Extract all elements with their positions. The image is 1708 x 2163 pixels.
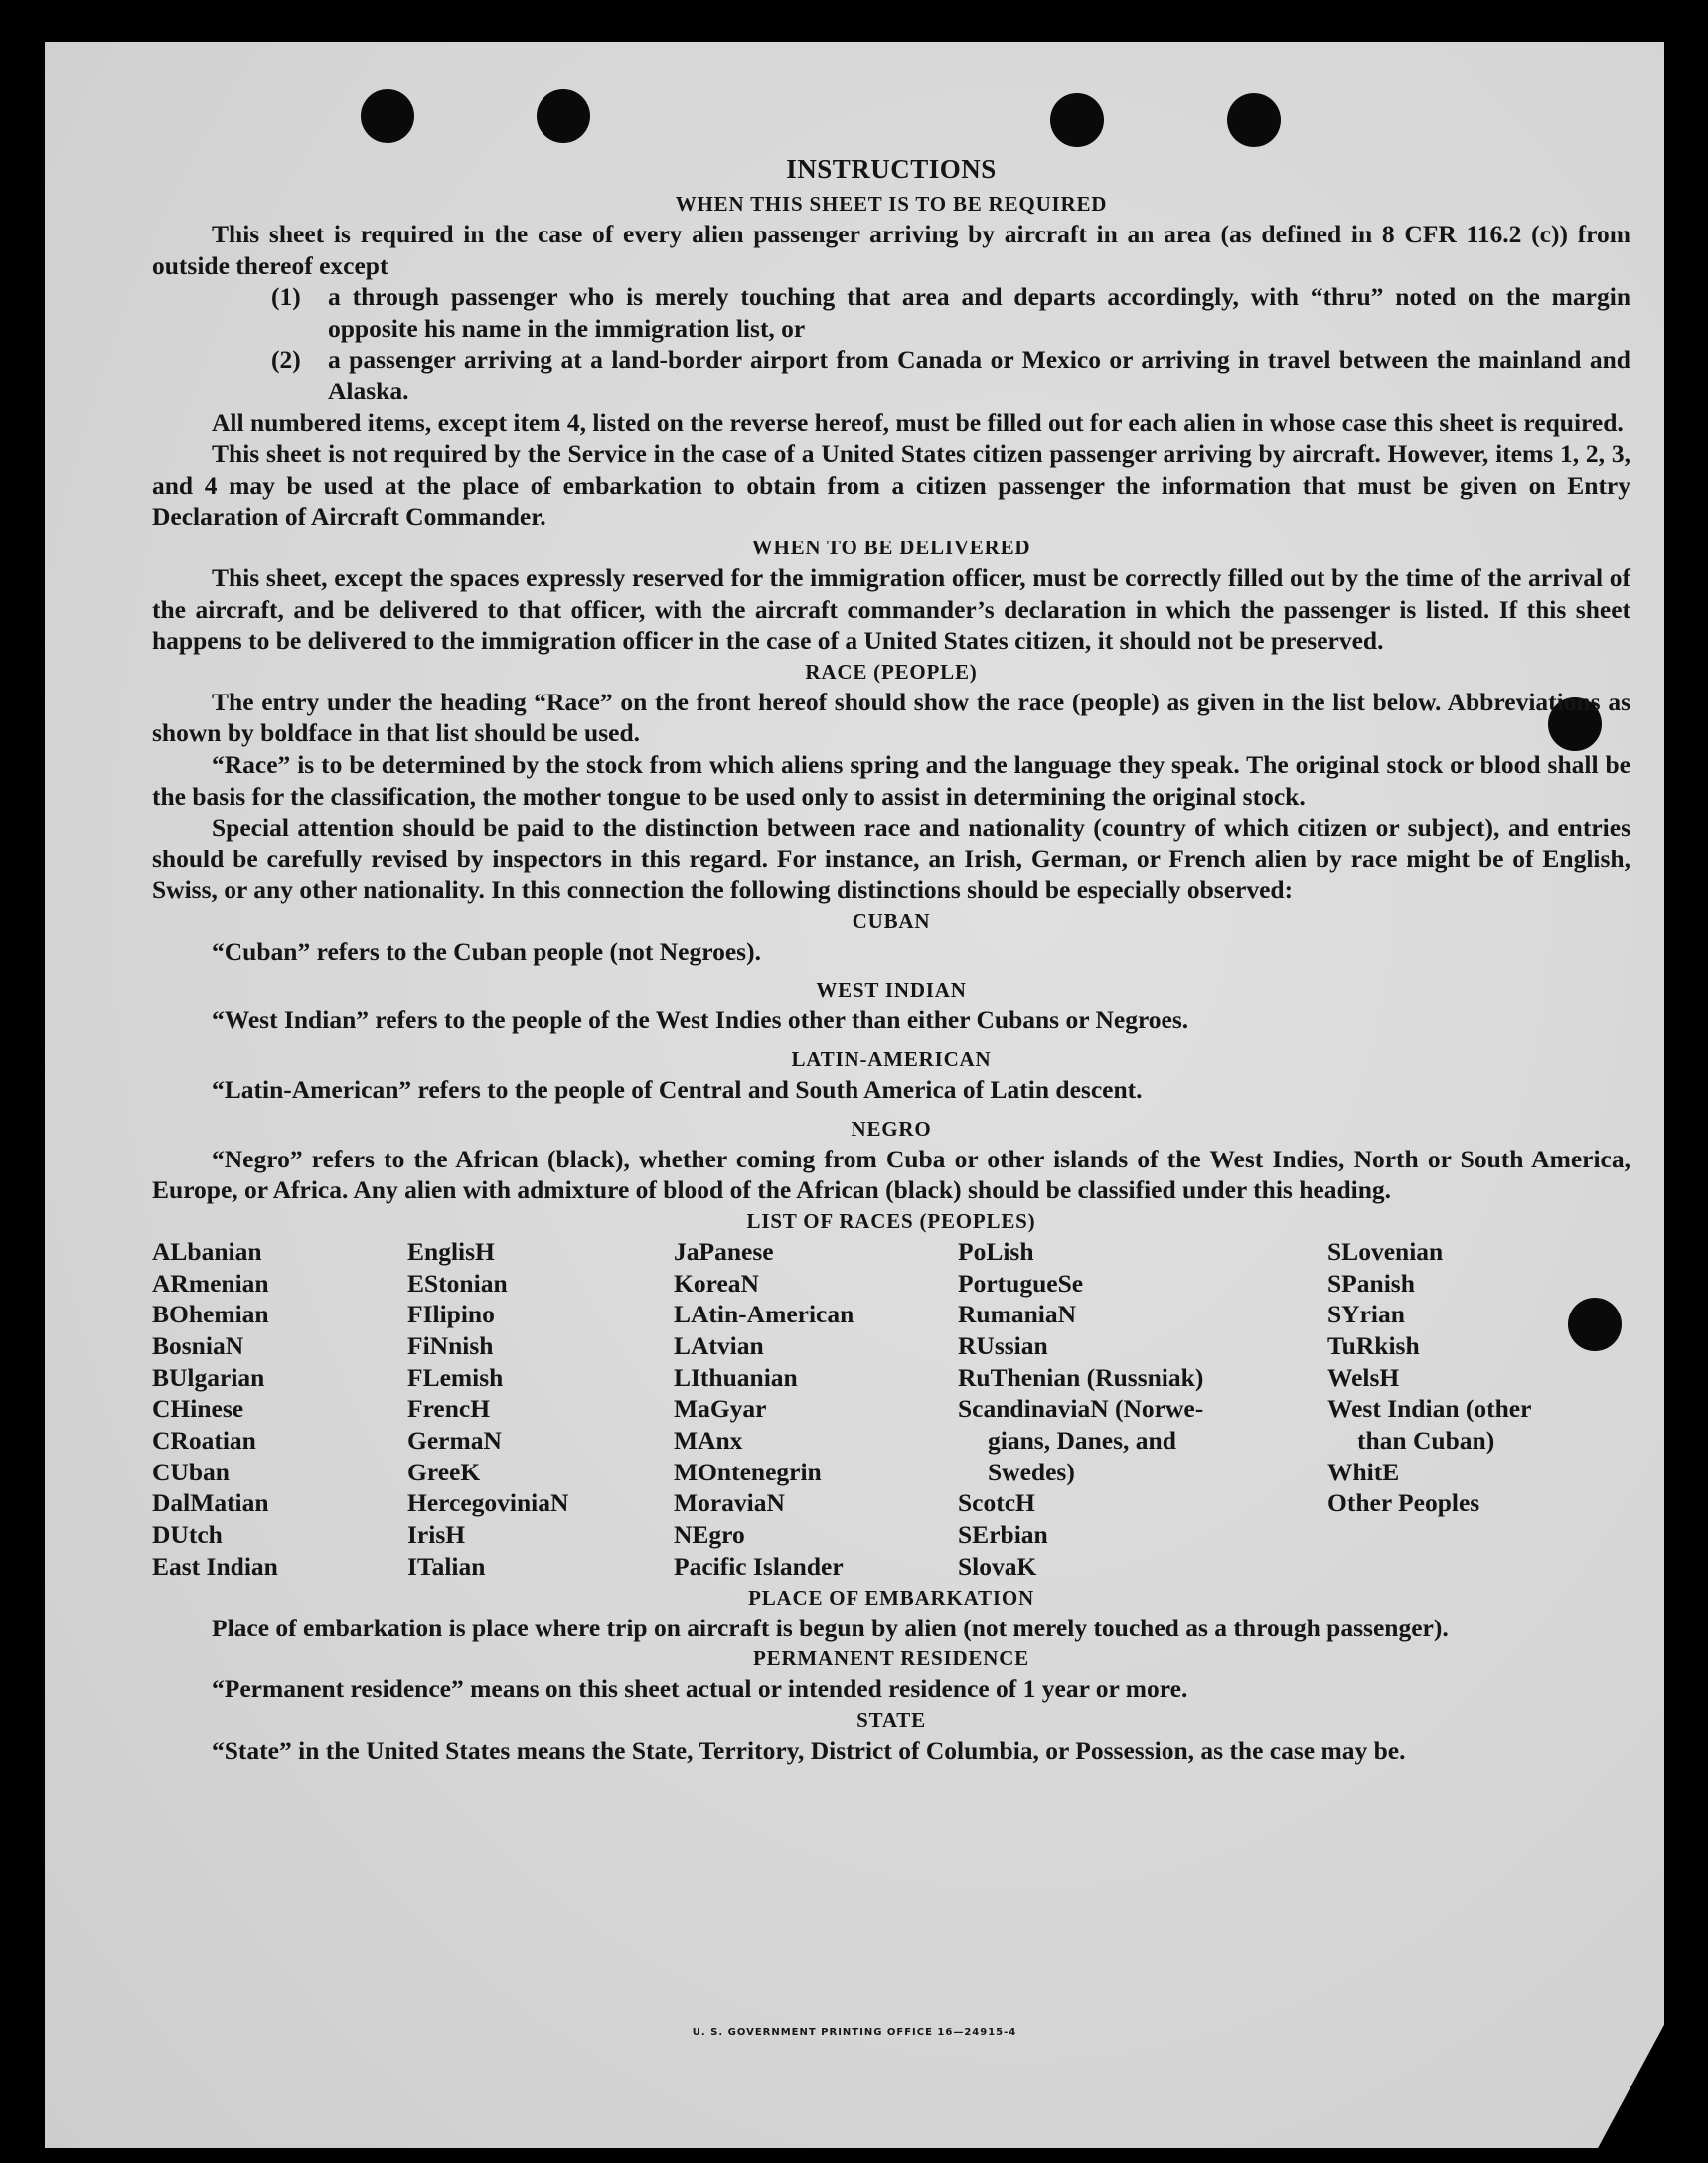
race-entry: LAtvian bbox=[674, 1330, 764, 1360]
race-entry: Pacific Islander bbox=[674, 1551, 844, 1581]
section-heading: NEGRO bbox=[851, 1116, 932, 1141]
list-item bbox=[152, 344, 1630, 406]
punch-hole bbox=[1227, 93, 1281, 147]
race-entry: SLovenian bbox=[1327, 1236, 1444, 1266]
exception-list bbox=[152, 281, 1630, 406]
race-entry: SPanish bbox=[1327, 1268, 1415, 1298]
race-entry: EStonian bbox=[407, 1268, 508, 1298]
page-title: INSTRUCTIONS bbox=[786, 154, 997, 184]
punch-hole bbox=[1050, 93, 1104, 147]
race-entry: GreeK bbox=[407, 1457, 481, 1486]
race-entry: than Cuban) bbox=[1357, 1426, 1495, 1456]
section-heading: LIST OF RACES (PEOPLES) bbox=[746, 1208, 1036, 1233]
section-heading: CUBAN bbox=[852, 908, 931, 933]
race-entry: FiNnish bbox=[407, 1330, 494, 1360]
paragraph: The entry under the heading “Race” on the front hereof should show the race (people) as given in the list below. Abbreviations as shown by boldface in that list should be used. bbox=[152, 687, 1630, 748]
race-entry: BosniaN bbox=[152, 1330, 244, 1360]
paragraph: Special attention should be paid to the distinction between race and nationality (country of which citizen or subject), and entries should be carefully revised by inspectors in this regard. For instance, an Irish, German, or French alien by race might be of English, Swiss, or any other nationality. In this connection the following distinctions should be especially observed: bbox=[152, 813, 1630, 905]
race-entry: NEgro bbox=[674, 1520, 745, 1550]
list-item bbox=[152, 281, 1630, 344]
race-entry: FrencH bbox=[407, 1394, 491, 1424]
document-sheet bbox=[45, 42, 1664, 2148]
race-entry: ITalian bbox=[407, 1551, 486, 1581]
race-entry: CUban bbox=[152, 1457, 230, 1486]
race-entry: MoraviaN bbox=[674, 1488, 785, 1518]
paragraph: This sheet is not required by the Service in the case of a United States citizen passenger arriving by aircraft. However, items 1, 2, 3, and 4 may be used at the place of embarkation to obtain from a citizen passenger the information that must be given on Entry Declaration of Aircraft Commander. bbox=[152, 439, 1630, 532]
item-text: a passenger arriving at a land-border airport from Canada or Mexico or arriving in travel between the mainland and Alaska. bbox=[328, 345, 1630, 405]
race-entry: ARmenian bbox=[152, 1268, 269, 1298]
instructions-content bbox=[152, 149, 1630, 1766]
race-entry: MOntenegrin bbox=[674, 1457, 822, 1486]
race-entry: CHinese bbox=[152, 1394, 244, 1424]
race-entry: WhitE bbox=[1327, 1457, 1400, 1486]
race-entry: HercegoviniaN bbox=[407, 1488, 569, 1518]
race-entry: RUssian bbox=[958, 1330, 1048, 1360]
race-entry: GermaN bbox=[407, 1426, 502, 1456]
paragraph: “Race” is to be determined by the stock from which aliens spring and the language they speak. The original stock or blood shall be the basis for the classification, the mother tongue to be used only to assist in determining the original stock. bbox=[152, 749, 1630, 811]
torn-corner bbox=[1597, 2021, 1666, 2150]
race-entry: MAnx bbox=[674, 1426, 743, 1456]
race-entry: BOhemian bbox=[152, 1300, 269, 1329]
section-heading: RACE (PEOPLE) bbox=[805, 659, 978, 684]
race-entry: PoLish bbox=[958, 1236, 1034, 1266]
race-entry: ScotcH bbox=[958, 1488, 1035, 1518]
item-text: a through passenger who is merely touching that area and departs accordingly, with “thru” noted on the margin opposite his name in the immigration list, or bbox=[328, 282, 1630, 343]
race-column bbox=[958, 1236, 1327, 1583]
race-entry: JaPanese bbox=[674, 1236, 774, 1266]
section-heading: WHEN TO BE DELIVERED bbox=[751, 535, 1031, 559]
paragraph: This sheet, except the spaces expressly reserved for the immigration officer, must be correctly filled out by the time of the arrival of the aircraft, and be delivered to that officer, with the aircraft commander’s declaration in which the passenger is listed. If this sheet happens to be delivered to the immigration officer in the case of a United States citizen, it should not be preserved. bbox=[152, 562, 1630, 656]
paragraph: All numbered items, except item 4, listed on the reverse hereof, must be filled out for each alien in whose case this sheet is required. bbox=[212, 407, 1624, 437]
race-entry: TuRkish bbox=[1327, 1330, 1420, 1360]
paragraph: Place of embarkation is place where trip on aircraft is begun by alien (not merely touched as a through passenger). bbox=[212, 1613, 1449, 1642]
printer-imprint: U. S. GOVERNMENT PRINTING OFFICE 16—24915-4 bbox=[692, 2027, 1017, 2038]
race-column bbox=[1327, 1236, 1630, 1583]
race-entry: LIthuanian bbox=[674, 1362, 798, 1392]
race-entry: DUtch bbox=[152, 1520, 223, 1550]
race-entry: CRoatian bbox=[152, 1426, 256, 1456]
race-entry: FIlipino bbox=[407, 1300, 495, 1329]
race-entry: DalMatian bbox=[152, 1488, 269, 1518]
section-heading: PERMANENT RESIDENCE bbox=[753, 1646, 1029, 1671]
race-entry: East Indian bbox=[152, 1551, 278, 1581]
paragraph: This sheet is required in the case of every alien passenger arriving by aircraft in an area (as defined in 8 CFR 116.2 (c)) from outside thereof except bbox=[152, 220, 1630, 280]
race-column bbox=[152, 1236, 407, 1583]
race-entry: MaGyar bbox=[674, 1394, 767, 1424]
race-entry: RumaniaN bbox=[958, 1300, 1077, 1329]
race-entry: ALbanian bbox=[152, 1236, 262, 1266]
section-heading: PLACE OF EMBARKATION bbox=[748, 1585, 1034, 1610]
race-entry: IrisH bbox=[407, 1520, 466, 1550]
race-entry: LAtin-American bbox=[674, 1300, 854, 1329]
paragraph: “West Indian” refers to the people of the West Indies other than either Cubans or Negroes. bbox=[212, 1005, 1189, 1035]
race-entry: ScandinaviaN (Norwe- bbox=[958, 1394, 1204, 1424]
paragraph: “Cuban” refers to the Cuban people (not Negroes). bbox=[212, 936, 761, 966]
race-entry: gians, Danes, and bbox=[988, 1426, 1176, 1456]
section-heading: WHEN THIS SHEET IS TO BE REQUIRED bbox=[675, 192, 1108, 216]
item-number: (1) bbox=[271, 282, 301, 312]
race-entry: FLemish bbox=[407, 1362, 504, 1392]
race-column bbox=[407, 1236, 674, 1583]
punch-hole bbox=[361, 89, 414, 143]
race-entry: BUlgarian bbox=[152, 1362, 265, 1392]
section-heading: LATIN-AMERICAN bbox=[791, 1047, 992, 1072]
section-heading: STATE bbox=[856, 1707, 926, 1732]
race-entry: KoreaN bbox=[674, 1268, 759, 1298]
race-entry: SYrian bbox=[1327, 1300, 1405, 1329]
race-entry: Swedes) bbox=[988, 1457, 1075, 1486]
race-column bbox=[674, 1236, 958, 1583]
paragraph: “Permanent residence” means on this sheet actual or intended residence of 1 year or more. bbox=[212, 1674, 1188, 1704]
item-number: (2) bbox=[271, 345, 301, 375]
punch-hole bbox=[537, 89, 590, 143]
section-heading: WEST INDIAN bbox=[816, 978, 967, 1003]
paragraph: “Negro” refers to the African (black), whether coming from Cuba or other islands of the West Indies, North or South America, Europe, or Africa. Any alien with admixture of blood of the African (black) should be classified under this heading. bbox=[152, 1144, 1630, 1205]
paragraph: “Latin-American” refers to the people of Central and South America of Latin descent. bbox=[212, 1075, 1143, 1105]
race-list bbox=[152, 1236, 1630, 1583]
race-entry: SErbian bbox=[958, 1520, 1048, 1550]
race-entry: PortugueSe bbox=[958, 1268, 1084, 1298]
race-entry: EnglisH bbox=[407, 1236, 495, 1266]
paragraph: “State” in the United States means the State, Territory, District of Columbia, or Possession, as the case may be. bbox=[212, 1735, 1406, 1765]
race-entry: RuThenian (Russniak) bbox=[958, 1362, 1204, 1392]
race-entry: WelsH bbox=[1327, 1362, 1400, 1392]
race-entry: SlovaK bbox=[958, 1551, 1037, 1581]
race-entry: Other Peoples bbox=[1327, 1488, 1480, 1518]
race-entry: West Indian (other bbox=[1327, 1394, 1532, 1424]
